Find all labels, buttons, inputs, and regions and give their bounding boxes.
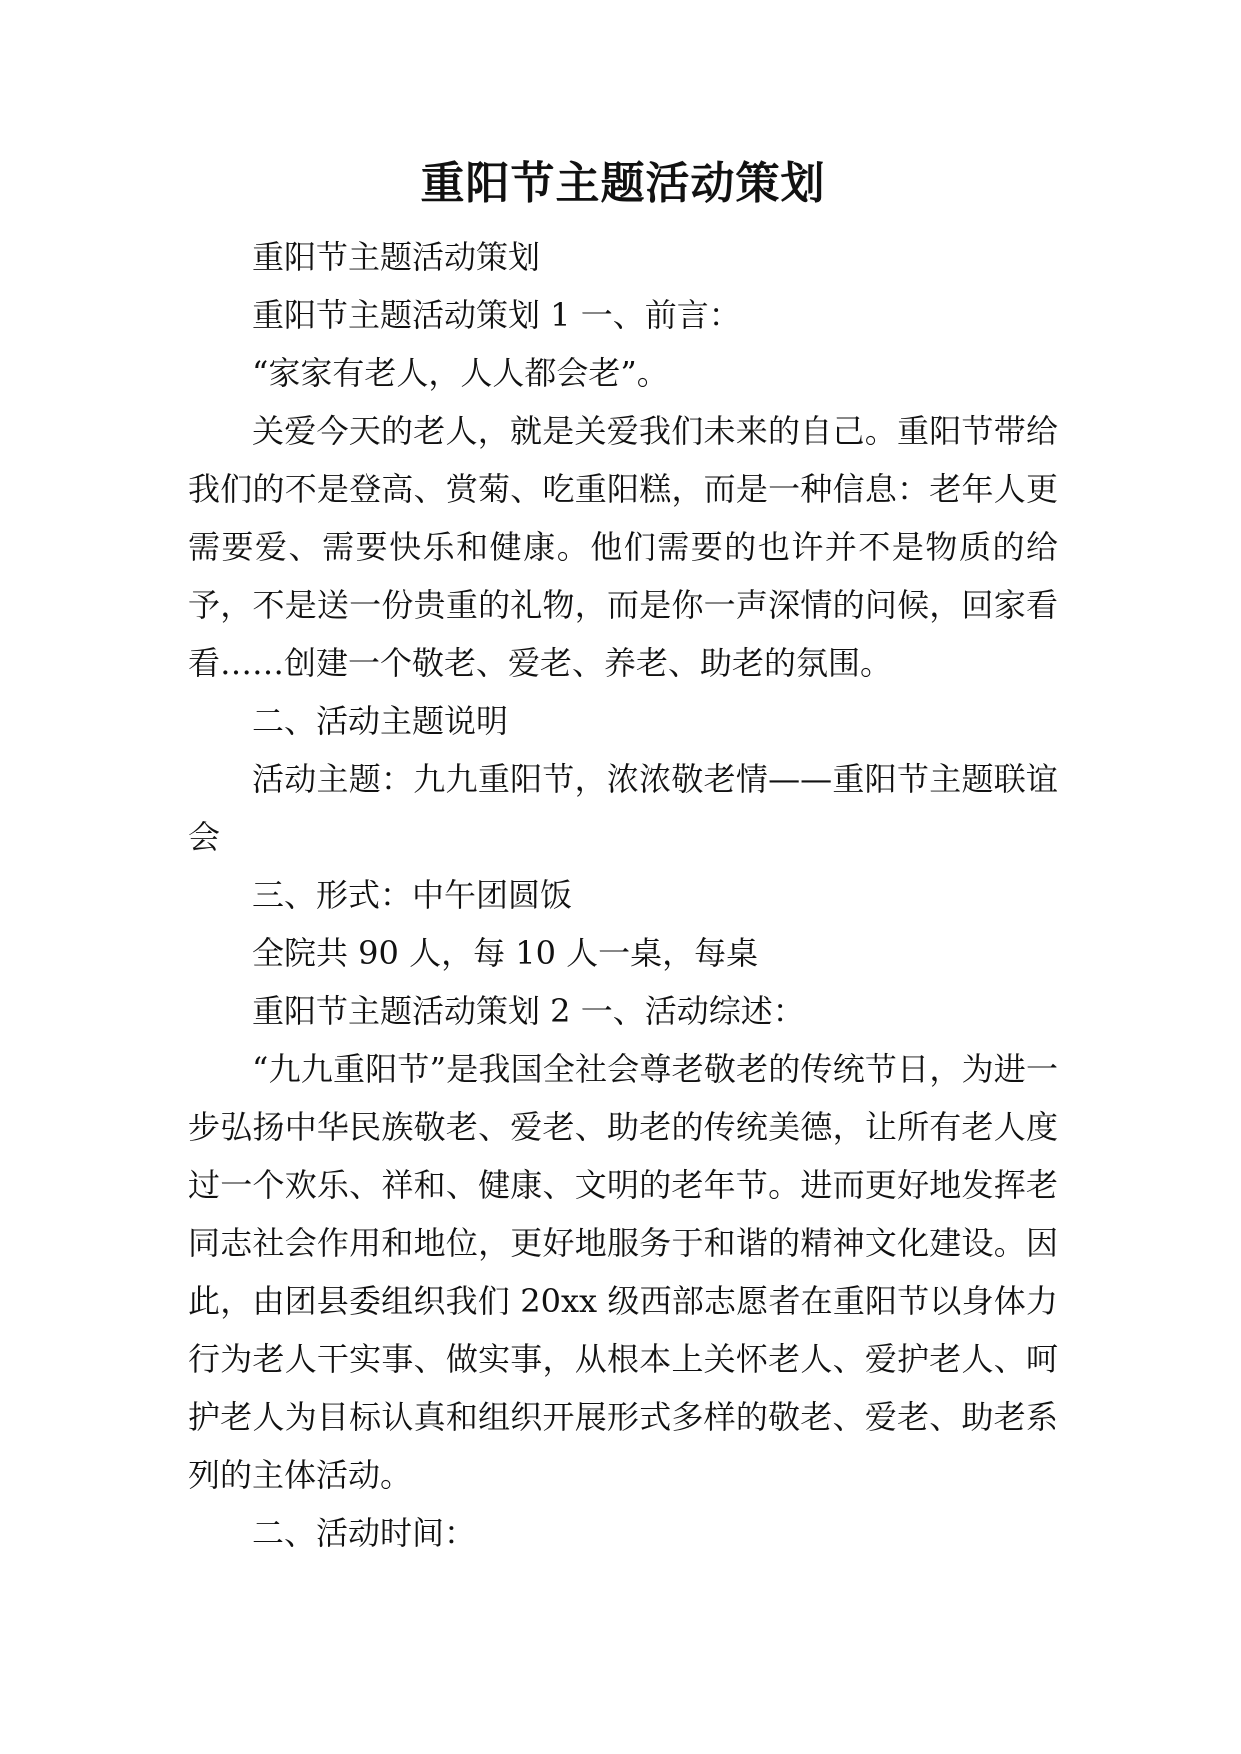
paragraph-time-heading: 二、活动时间：	[252, 1514, 477, 1552]
paragraph-preface: 关爱今天的老人，就是关爱我们未来的自己。重阳节带给我们的不是登高、赏菊、吃重阳糕，而是一种信息：老年人更需要爱、需要快乐和健康。他们需要的也许并不是物质的给予，不是送一份贵重的礼物，而是你一声深情的问候，回家看看……创建一个敬老、爱老、养老、助老的氛围。	[188, 412, 1058, 682]
paragraph-attendance: 全院共 90 人，每 10 人一桌，每桌	[252, 934, 759, 972]
document-body	[188, 152, 1058, 1562]
paragraph-subtitle: 重阳节主题活动策划	[252, 238, 541, 276]
document-title: 重阳节主题活动策划	[420, 158, 826, 209]
paragraph-plan-2-heading: 重阳节主题活动策划 2 一、活动综述：	[252, 992, 805, 1030]
paragraph-quote: “家家有老人，人人都会老”。	[252, 354, 669, 392]
paragraph-plan-1-heading: 重阳节主题活动策划 1 一、前言：	[252, 296, 741, 334]
paragraph-format: 三、形式：中午团圆饭	[252, 876, 573, 914]
paragraph-overview: “九九重阳节”是我国全社会尊老敬老的传统节日，为进一步弘扬中华民族敬老、爱老、助老的传统美德，让所有老人度过一个欢乐、祥和、健康、文明的老年节。进而更好地发挥老同志社会作用和地位，更好地服务于和谐的精神文化建设。因此，由团县委组织我们 20xx 级西部志愿者在重阳节以身体力行为老人干实事、做实事，从根本上关怀老人、爱护老人、呵护老人为目标认真和组织开展形式多样的敬老、爱老、助老系列的主体活动。	[188, 1050, 1058, 1494]
paragraph-theme-heading: 二、活动主题说明	[252, 702, 509, 740]
paragraph-theme: 活动主题：九九重阳节，浓浓敬老情——重阳节主题联谊会	[188, 760, 1058, 856]
